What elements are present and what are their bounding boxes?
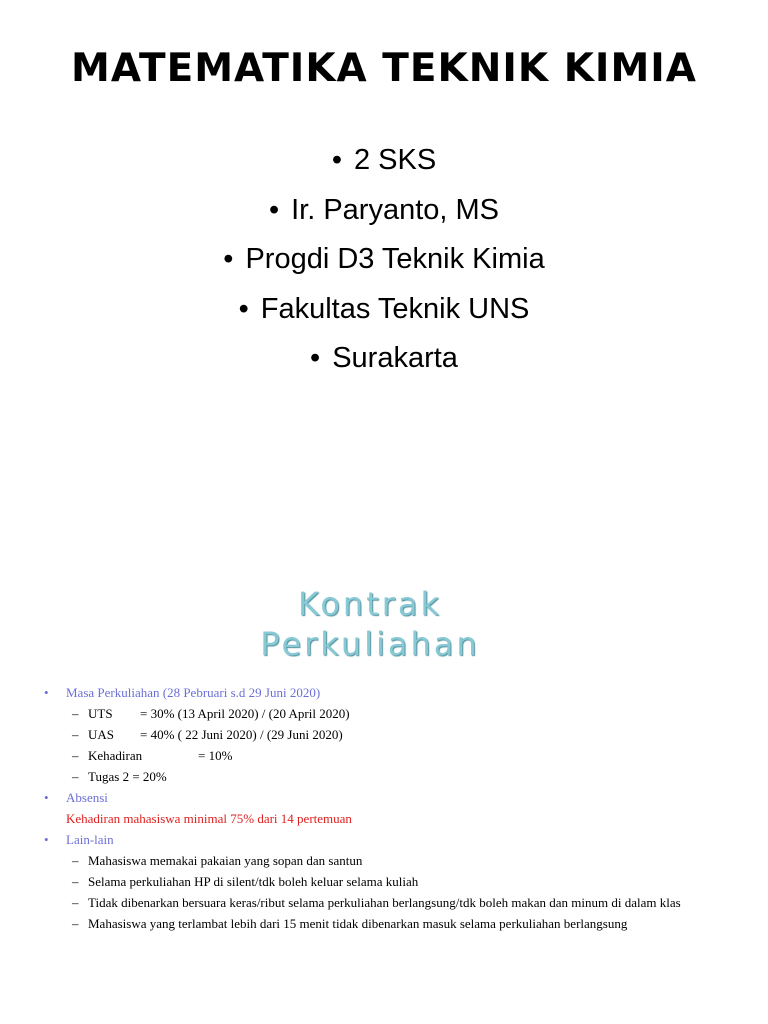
absensi-note: Kehadiran mahasiswa minimal 75% dari 14 pertemuan: [66, 811, 352, 826]
kehadiran-value: = 10%: [198, 748, 233, 763]
contract-content: [0, 682, 768, 934]
list-item: • Progdi D3 Teknik Kimia: [0, 239, 768, 289]
kehadiran-item: [0, 745, 768, 766]
uts-item: [0, 703, 768, 724]
rule-item: – Mahasiswa yang terlambat lebih dari 15 menit tidak dibenarkan masuk selama perkuliahan berlangsung: [0, 913, 768, 934]
course-info-list: [0, 140, 768, 388]
list-item: • Ir. Paryanto, MS: [0, 190, 768, 240]
kehadiran-label: Kehadiran: [88, 748, 143, 763]
lainlain-heading: • Lain-lain: [0, 829, 768, 850]
list-item: • 2 SKS: [0, 140, 768, 190]
slide-2: [0, 560, 768, 1024]
contract-title-line: Perkuliahan: [260, 625, 480, 663]
rule-item: – Mahasiswa memakai pakaian yang sopan dan santun: [0, 850, 768, 871]
contract-title-line: Kontrak: [297, 585, 443, 623]
list-item: • Surakarta: [0, 338, 768, 388]
absensi-heading: • Absensi: [0, 787, 768, 808]
rule-item: – Tidak dibenarkan bersuara keras/ribut selama perkuliahan berlangsung/tdk boleh makan dan minum di dalam klas: [0, 892, 768, 913]
uts-label: UTS: [88, 706, 113, 721]
contract-title: [0, 584, 740, 664]
slide-title: MATEMATIKA TEKNIK KIMIA: [71, 46, 697, 91]
uas-item: [0, 724, 768, 745]
uas-label: UAS: [88, 727, 115, 742]
uts-value: = 30% (13 April 2020) / (20 April 2020): [140, 706, 350, 721]
tugas-item: – Tugas 2 = 20%: [0, 766, 768, 787]
uas-value: = 40% ( 22 Juni 2020) / (29 Juni 2020): [140, 727, 343, 742]
rule-item: – Selama perkuliahan HP di silent/tdk boleh keluar selama kuliah: [0, 871, 768, 892]
list-item: • Fakultas Teknik UNS: [0, 289, 768, 339]
masa-perkuliahan: • Masa Perkuliahan (28 Pebruari s.d 29 Juni 2020): [0, 682, 768, 703]
